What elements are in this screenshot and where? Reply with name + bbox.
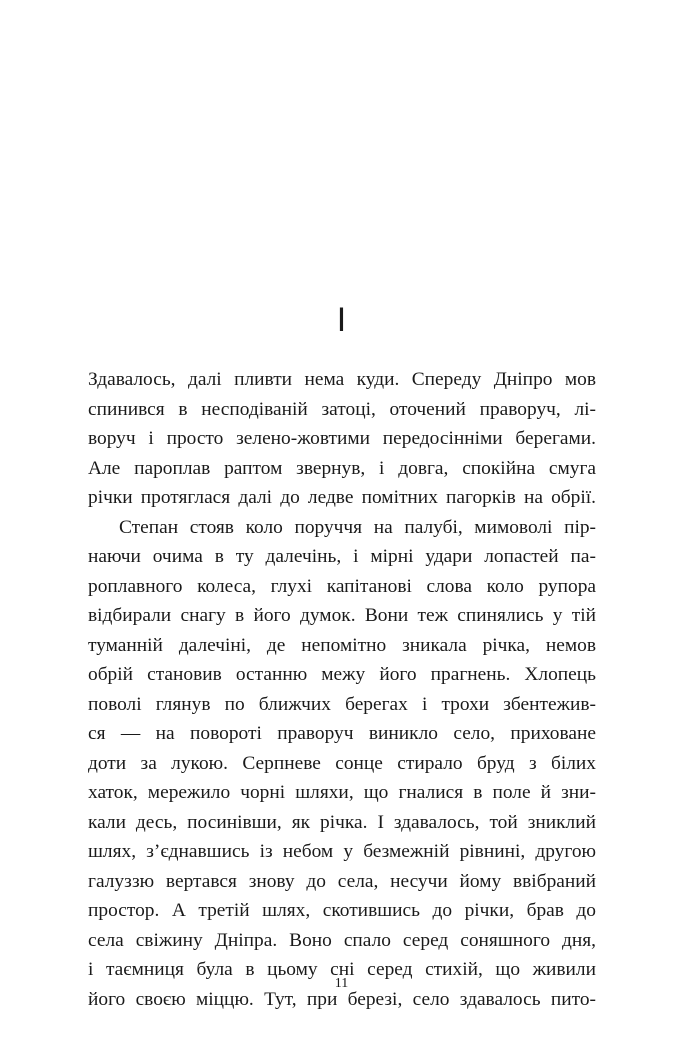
text-line: Здавалось, далі пливти нема куди. Спереду Дніпро мов xyxy=(88,369,596,390)
text-line: наючи очима в ту далечінь, і мірні удари лопастей па- xyxy=(88,546,596,567)
text-line: кали десь, посинівши, як річка. І здавалось, той зниклий xyxy=(88,811,596,833)
text-line: його своєю міццю. Тут, при березі, село здавалось пито- xyxy=(88,988,596,1010)
page-number: 11 xyxy=(334,976,349,991)
text-line: туманній далечіні, де непомітно зникала річка, немов xyxy=(88,634,596,656)
paragraph-1 xyxy=(88,365,596,513)
text-line: доти за лукою. Серпневе сонце стирало бруд з білих xyxy=(88,752,596,774)
paragraph-2 xyxy=(88,513,596,1015)
text-line: села свіжину Дніпра. Воно спало серед соняшного дня, xyxy=(88,929,596,951)
text-line: річки протяглася далі до ледве помітних пагорків на обрії. xyxy=(88,487,596,508)
text-line: поволі глянув по ближчих берегах і трохи збентежив- xyxy=(88,693,596,715)
text-line: відбирали снагу в його думок. Вони теж спинялись у тій xyxy=(88,605,596,626)
text-line: обрій становив останню межу його прагнень. Хлопець xyxy=(88,664,596,685)
text-line: хаток, мережило чорні шляхи, що гналися в поле й зни- xyxy=(88,782,596,803)
text-line: роплавного колеса, глухі капітанові слова коло рупора xyxy=(88,575,596,597)
text-line: воруч і просто зелено-жовтими передосінніми берегами. xyxy=(88,428,596,449)
text-line: спинився в несподіваній затоці, оточений праворуч, лі- xyxy=(88,398,596,420)
text-line: простор. А третій шлях, скотившись до річки, брав до xyxy=(88,900,596,921)
text-line: і таємниця була в цьому сні серед стихій, що живили xyxy=(88,959,596,980)
text-line: галуззю вертався знову до села, несучи йому ввібраний xyxy=(88,870,596,892)
chapter-heading: І xyxy=(336,301,347,339)
text-line: шлях, з’єднавшись із небом у безмежній рівнині, другою xyxy=(88,841,596,862)
text-line: Але пароплав раптом звернув, і довга, спокійна смуга xyxy=(88,457,596,479)
text-line: Степан стояв коло поруччя на палубі, мимоволі пір- xyxy=(119,516,596,538)
text-line: ся — на повороті праворуч виникло село, приховане xyxy=(88,723,596,744)
body-text xyxy=(88,365,596,1014)
